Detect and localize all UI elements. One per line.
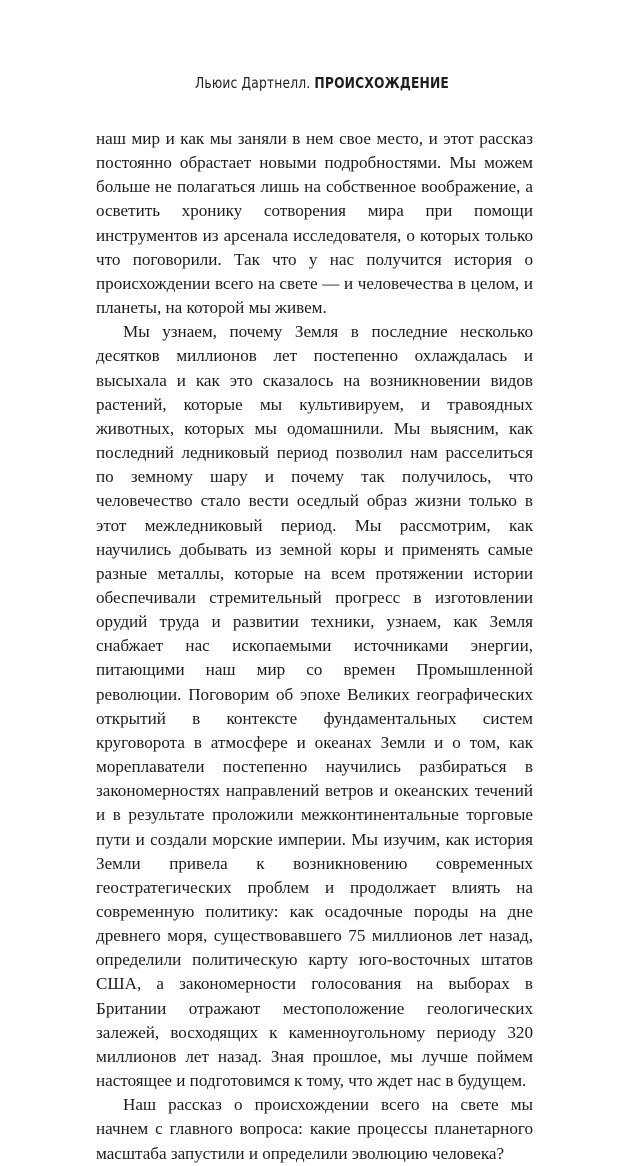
header-book-title: ПРОИСХОЖДЕНИЕ <box>314 74 449 92</box>
running-header <box>58 74 586 92</box>
paragraph: Наш рассказ о происхождении всего на свете мы начнем с главного вопроса: какие процессы планетарного масштаба запустили и определили эволюцию человека? <box>96 1095 533 1163</box>
body-text <box>96 127 533 1166</box>
paragraph-continuation: наш мир и как мы заняли в нем свое место, и этот рассказ постоянно обрастает новыми подробностями. Мы можем больше не полагаться лишь на собственное воображение, а осветить хронику сотворения мира при помощи инструментов из арсенала исследователя, о которых только что поговорили. Так что у нас получится история о происхождении всего на свете — и человечества в целом, и планеты, на которой мы живем. <box>96 129 533 318</box>
header-author: Льюис Дартнелл. <box>195 74 311 92</box>
paragraph: Мы узнаем, почему Земля в последние несколько десятков миллионов лет постепенно охлаждалась и высыхала и как это сказалось на возникновении видов растений, которые мы культивируем, и травоядных животных, которых мы одомашнили. Мы выясним, как последний ледниковый период позволил нам расселиться по земному шару и почему так получилось, что человечество стало вести оседлый образ жизни только в этот межледниковый период. Мы рассмотрим, как научились добывать из земной коры и применять самые разные металлы, которые на всем протяжении истории обеспечивали стремительный прогресс в изготовлении орудий труда и развитии техники, узнаем, как Земля снабжает нас ископаемыми источниками энергии, питающими наш мир со времен Промышленной революции. Поговорим об эпохе Великих географических открытий в контексте фундаментальных систем круговорота в атмосфере и океанах Земли и о том, как мореплаватели постепенно научились разбираться в закономерностях направлений ветров и океанских течений и в результате проложили межконтинентальные торговые пути и создали морские империи. Мы изучим, как история Земли привела к возникновению современных геостратегических проблем и продолжает влиять на современную политику: как осадочные породы на дне древнего моря, существовавшего 75 миллионов лет назад, определили политическую карту юго-восточных штатов США, а закономерности голосования на выборах в Британии отражают местоположение геологических залежей, восходящих к каменноугольному периоду 320 миллионов лет назад. Зная прошлое, мы лучше поймем настоящее и подготовимся к тому, что ждет нас в будущем. <box>96 322 533 1091</box>
